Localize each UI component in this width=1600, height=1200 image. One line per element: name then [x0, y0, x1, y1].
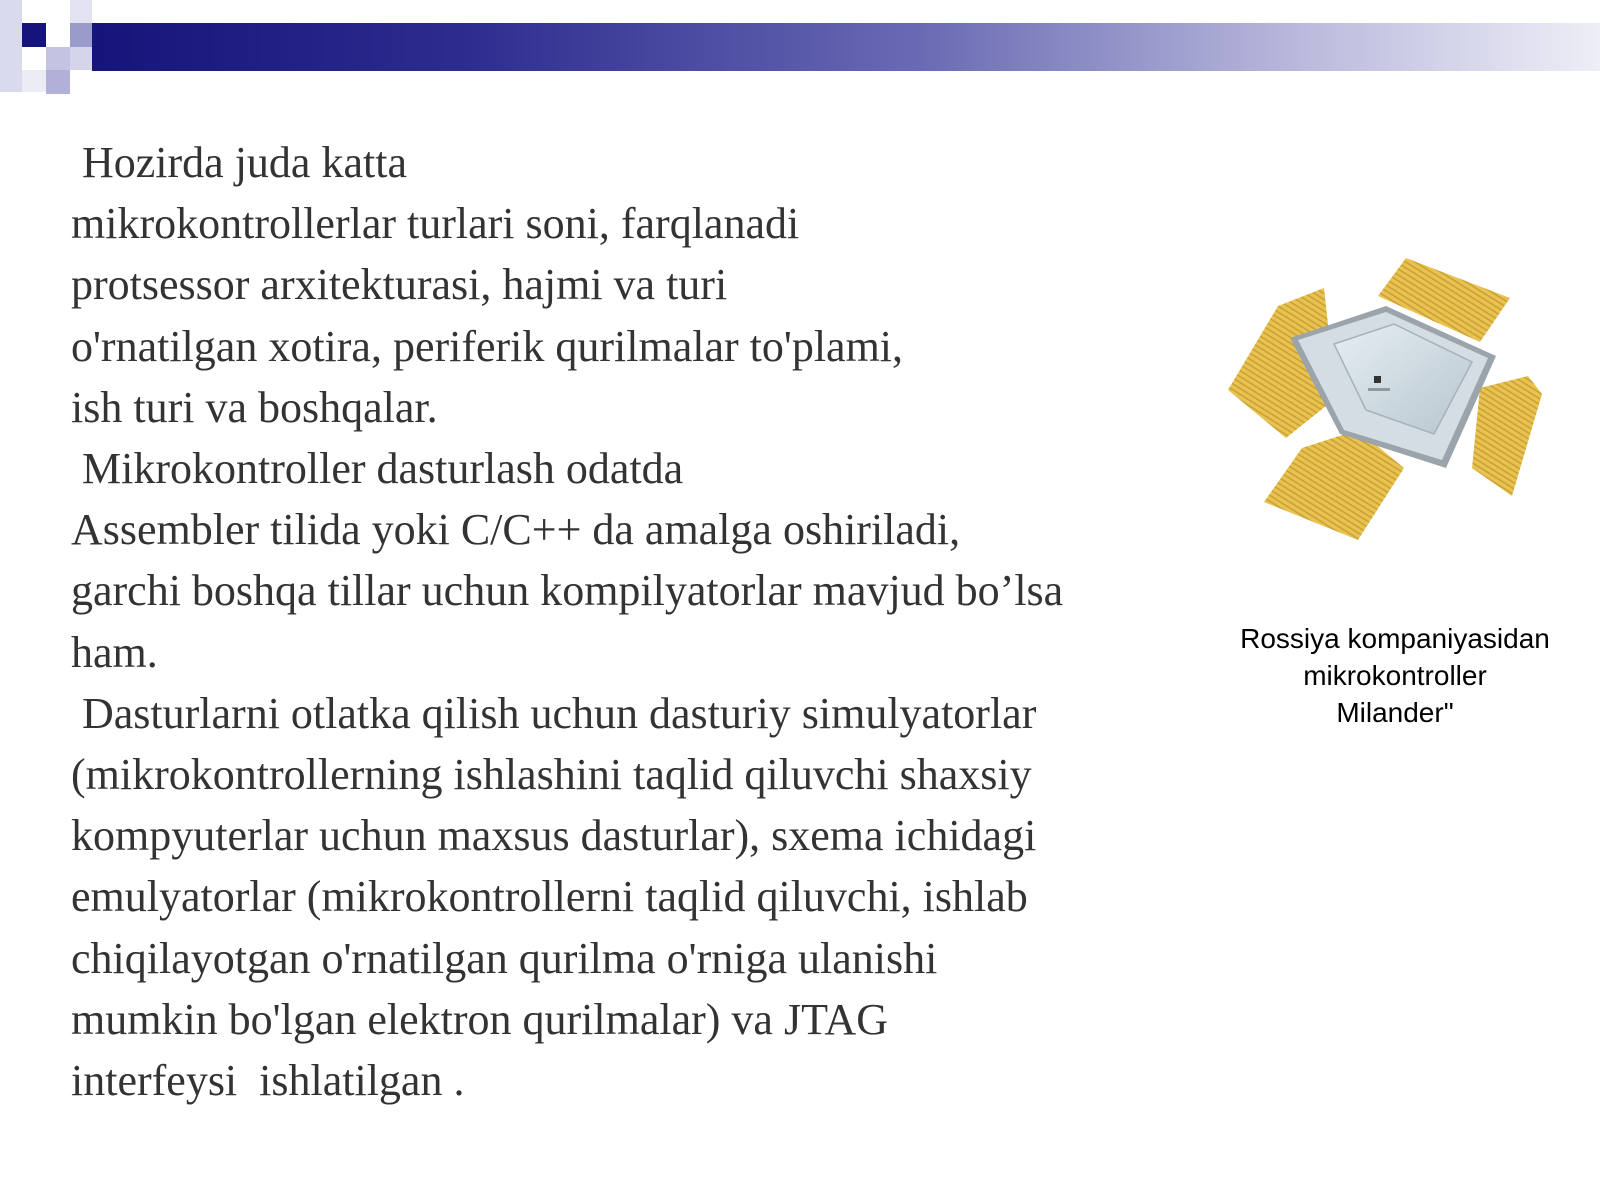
body-line: Assembler tilida yoki C/C++ da amalga oshiriladi,	[71, 505, 961, 555]
body-line: mumkin bo'lgan elektron qurilmalar) va JTAG	[71, 994, 888, 1044]
image-caption	[1200, 620, 1590, 731]
body-text	[71, 132, 1231, 1111]
body-line: Mikrokontroller dasturlash odatda	[71, 444, 684, 494]
microcontroller-chip-image	[1228, 258, 1580, 558]
body-line: ham.	[71, 627, 158, 677]
header-square	[70, 23, 92, 47]
header-gradient-bar	[92, 23, 1600, 71]
body-line: emulyatorlar (mikrokontrollerni taqlid qiluvchi, ishlab	[71, 872, 1028, 922]
header-square	[70, 0, 92, 23]
header-square	[22, 70, 46, 92]
header-square	[0, 0, 22, 92]
body-line: protsessor arxitekturasi, hajmi va turi	[71, 260, 728, 310]
header-square	[46, 47, 70, 70]
caption-line: mikrokontroller	[1303, 660, 1487, 691]
body-line: chiqilayotgan o'rnatilgan qurilma o'rniga ulanishi	[71, 933, 938, 983]
caption-line: Milander"	[1336, 697, 1454, 728]
header-square	[70, 47, 92, 70]
caption-line: Rossiya kompaniyasidan	[1240, 623, 1550, 654]
body-line: mikrokontrollerlar turlari soni, farqlanadi	[71, 199, 800, 249]
header-square	[46, 70, 70, 94]
body-line: Dasturlarni otlatka qilish uchun dasturiy simulyatorlar	[71, 688, 1037, 738]
body-line: (mikrokontrollerning ishlashini taqlid qiluvchi shaxsiy	[71, 750, 1032, 800]
body-line: kompyuterlar uchun maxsus dasturlar), sxema ichidagi	[71, 811, 1037, 861]
body-line: o'rnatilgan xotira, periferik qurilmalar to'plami,	[71, 321, 904, 371]
body-line: Hozirda juda katta	[71, 138, 407, 187]
chip-lead-right	[1472, 376, 1542, 496]
body-line: ish turi va boshqalar.	[71, 382, 438, 432]
header-square	[22, 23, 46, 47]
body-line: interfeysi ishlatilgan .	[71, 1056, 465, 1106]
body-line: garchi boshqa tillar uchun kompilyatorlar mavjud bo’lsa	[71, 566, 1064, 616]
